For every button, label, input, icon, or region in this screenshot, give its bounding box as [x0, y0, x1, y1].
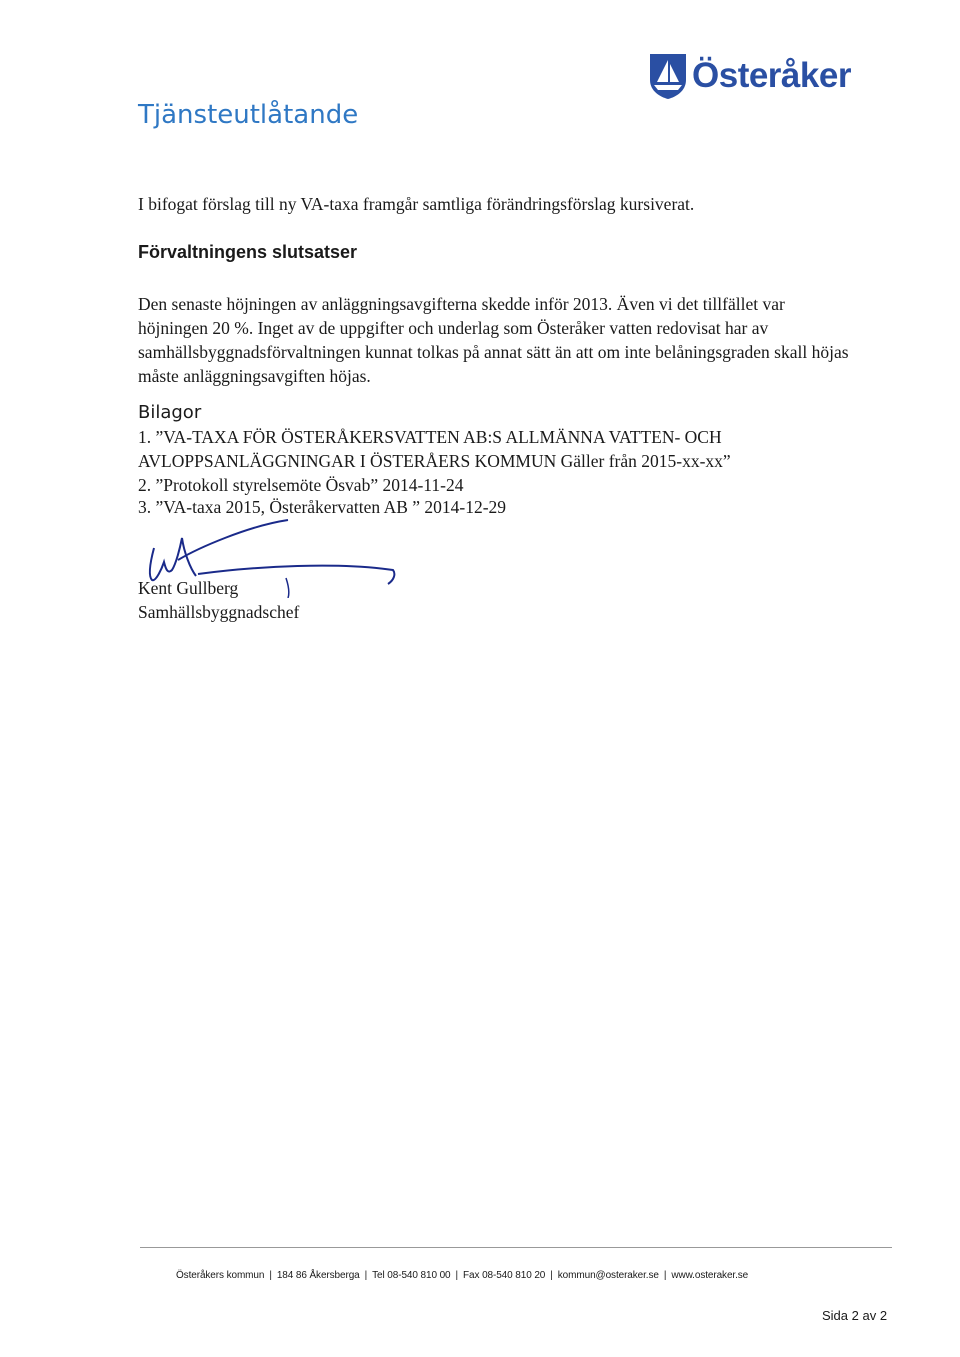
footer-contact: Österåkers kommun | 184 86 Åkersberga | Tel 08-540 810 00 | Fax 08-540 810 20 | kommun@osteraker.se | www.osteraker.se — [176, 1270, 749, 1281]
footer-org: Österåkers kommun — [176, 1270, 265, 1281]
conclusions-paragraph: Den senaste höjningen av anläggningsavgifterna skedde inför 2013. Även vi det tillfället var höjningen 20 %. Inget av de uppgifter och underlag som Österåker vatten redovisat har av samhällsbyggnadsförvaltningen kunnat tolkas på annat sätt än att om inte belåningsgraden skall höjas måste anläggningsavgiften höjas. — [138, 294, 849, 386]
page-number: Sida 2 av 2 — [822, 1308, 888, 1323]
footer-divider — [140, 1247, 892, 1248]
footer-phone: Tel 08-540 810 00 — [372, 1270, 451, 1281]
signer-title: Samhällsbyggnadschef — [138, 602, 300, 622]
attachments-heading: Bilagor — [138, 402, 202, 423]
municipality-logo — [648, 50, 851, 102]
conclusions-heading: Förvaltningens slutsatser — [138, 242, 358, 262]
attachment-item: 1. ”VA-TAXA FÖR ÖSTERÅKERSVATTEN AB:S ALLMÄNNA VATTEN- OCH AVLOPPSANLÄGGNINGAR I ÖSTERÅERS KOMMUN Gäller från 2015-xx-xx” — [138, 427, 731, 471]
shield-icon — [648, 52, 688, 100]
intro-paragraph: I bifogat förslag till ny VA-taxa framgår samtliga förändringsförslag kursiverat. — [138, 194, 695, 214]
attachment-item: 2. ”Protokoll styrelsemöte Ösvab” 2014-11-24 — [138, 475, 464, 495]
attachment-item: 3. ”VA-taxa 2015, Österåkervatten AB ” 2014-12-29 — [138, 497, 507, 517]
footer-website: www.osteraker.se — [671, 1270, 749, 1281]
footer-email: kommun@osteraker.se — [557, 1270, 659, 1281]
footer-fax: Fax 08-540 810 20 — [463, 1270, 546, 1281]
footer-address: 184 86 Åkersberga — [276, 1270, 360, 1281]
document-title: Tjänsteutlåtande — [138, 100, 359, 130]
signer-name: Kent Gullberg — [138, 578, 239, 598]
logo-text: Österåker — [692, 56, 851, 95]
